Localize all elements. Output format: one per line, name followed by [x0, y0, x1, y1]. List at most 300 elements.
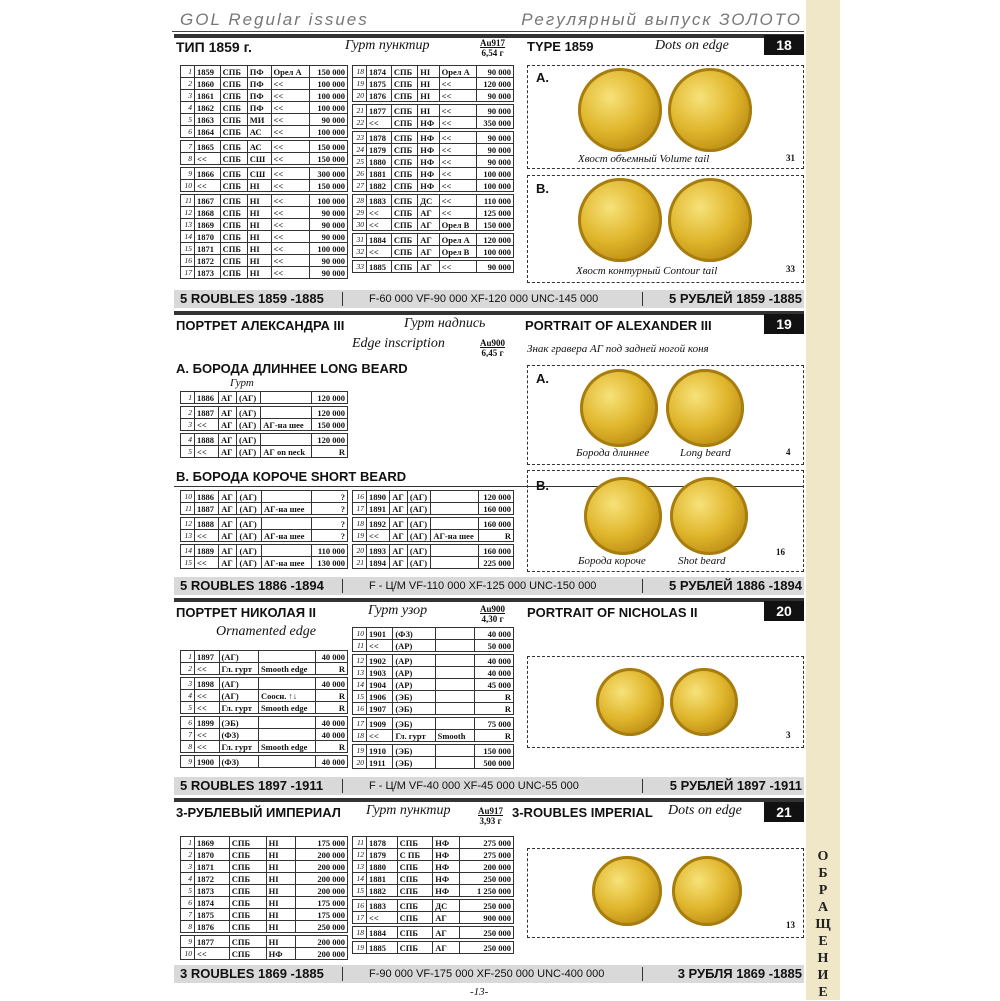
table-cell: Орел В [439, 246, 476, 258]
table-cell: АГ [219, 557, 237, 569]
table-cell [261, 491, 311, 503]
table-row [353, 912, 514, 924]
table-cell: (АГ) [219, 690, 258, 702]
price-cell: 90 000 [477, 156, 514, 168]
table-cell: АГ [219, 530, 237, 542]
price-cell: 40 000 [474, 655, 513, 667]
catalog-number: 5 [181, 446, 195, 458]
price-title-ru: 5 РУБЛЕЙ 1897 -1911 [669, 778, 802, 793]
table-row [181, 663, 348, 675]
catalog-number: 16 [353, 900, 367, 912]
table-cell: << [195, 419, 219, 431]
edge-en: Dots on edge [655, 38, 729, 53]
side-tab-label [806, 848, 840, 1001]
table-cell: СШ [247, 153, 271, 165]
variant-caption: Хвост контурный Contour tail [576, 265, 718, 277]
side-letter: Щ [815, 917, 831, 932]
table-cell: 1884 [367, 234, 392, 246]
table-cell: НI [266, 873, 296, 885]
price-cell: 40 000 [316, 756, 348, 768]
price-cell: 150 000 [310, 153, 348, 165]
edge-ru: Гурт пунктир [345, 38, 430, 53]
catalog-number: 25 [353, 156, 367, 168]
table-row [353, 640, 514, 652]
variant-count: 33 [786, 264, 795, 274]
price-cell: 100 000 [310, 195, 348, 207]
table-cell: СПБ [391, 261, 417, 273]
table-cell: СПБ [220, 102, 247, 114]
table-cell: 1892 [367, 518, 390, 530]
table-cell: (ЭБ) [393, 757, 435, 769]
table-cell: СПБ [397, 912, 433, 924]
table-cell: ДС [418, 195, 439, 207]
price-cell: 40 000 [316, 651, 348, 663]
table-cell: (АГ) [407, 491, 431, 503]
metal: Au917 [480, 38, 506, 48]
table-row [353, 703, 514, 715]
table-row [353, 679, 514, 691]
price-cell: 100 000 [310, 243, 348, 255]
table-cell: 1904 [367, 679, 393, 691]
table-cell: (ЭБ) [219, 717, 258, 729]
table-cell: << [439, 207, 476, 219]
price-cell: R [316, 690, 348, 702]
table-cell: 1903 [367, 667, 393, 679]
price-title-en: 5 ROUBLES 1886 -1894 [180, 578, 324, 593]
table-cell: АГ [433, 912, 459, 924]
catalog-number: 33 [353, 261, 367, 273]
catalog-number: 9 [181, 756, 195, 768]
side-letter: Б [818, 866, 828, 881]
table-cell: (АГ) [237, 434, 261, 446]
table-cell [261, 392, 312, 404]
table-cell [258, 717, 315, 729]
table-cell: 1867 [195, 195, 221, 207]
table-row [353, 219, 514, 231]
table-cell: Соосн. ↑↓ [258, 690, 315, 702]
table-cell: НФ [418, 168, 439, 180]
table-cell: << [195, 153, 221, 165]
table-cell: 1859 [195, 66, 221, 78]
table-cell: 1911 [367, 757, 393, 769]
price-cell: 150 000 [310, 141, 348, 153]
catalog-number: 31 [353, 234, 367, 246]
table-cell: << [439, 132, 476, 144]
table-row [353, 730, 514, 742]
price-cell: 40 000 [474, 667, 513, 679]
table-cell: (ЭБ) [393, 703, 435, 715]
table-cell: СПБ [220, 180, 247, 192]
price-cell: 90 000 [477, 66, 514, 78]
catalog-number: 14 [353, 679, 367, 691]
table-cell: << [195, 663, 220, 675]
table-cell: СПБ [229, 849, 266, 861]
catalog-number: 16 [353, 703, 367, 715]
catalog-number: 1 [181, 837, 195, 849]
table-cell: << [367, 117, 392, 129]
variant-count: 16 [776, 547, 785, 557]
table-cell: АГ on neck [261, 446, 312, 458]
variant-count: 13 [786, 920, 795, 930]
table-cell: СПБ [391, 156, 417, 168]
table-cell: Орел В [439, 219, 476, 231]
price-cell: 110 000 [311, 545, 347, 557]
price-cell: 250 000 [459, 927, 513, 939]
running-header [172, 10, 804, 32]
table-cell: << [271, 255, 310, 267]
table-row [181, 909, 348, 921]
price-cell: R [479, 530, 514, 542]
catalog-number: 16 [181, 255, 195, 267]
table-row [181, 518, 348, 530]
header-left: GOL Regular issues [180, 10, 369, 29]
catalog-number: 15 [181, 243, 195, 255]
table-cell: НФ [418, 180, 439, 192]
price-cell: 45 000 [474, 679, 513, 691]
catalog-number: 5 [181, 885, 195, 897]
price-cell: 200 000 [296, 948, 348, 960]
table-cell: (АГ) [237, 407, 261, 419]
coin-reverse-image [668, 68, 752, 152]
table-row [181, 897, 348, 909]
table-row [181, 114, 348, 126]
price-cell: 175 000 [296, 837, 348, 849]
table-cell: ПФ [247, 90, 271, 102]
table-row [181, 78, 348, 90]
table-cell [435, 640, 474, 652]
table-cell: НI [418, 105, 439, 117]
table-cell: << [271, 207, 310, 219]
catalog-number: 4 [181, 102, 195, 114]
table-cell: НФ [433, 837, 459, 849]
table-row [181, 702, 348, 714]
table-cell: << [439, 117, 476, 129]
catalog-number: 7 [181, 729, 195, 741]
price-cell: 500 000 [474, 757, 513, 769]
table-cell [261, 545, 311, 557]
catalog-number: 11 [181, 195, 195, 207]
table-row [181, 141, 348, 153]
section-title-en: PORTRAIT OF ALEXANDER III [525, 318, 712, 333]
table-cell: << [195, 446, 219, 458]
catalog-number: 13 [353, 667, 367, 679]
price-cell: 90 000 [477, 144, 514, 156]
price-cell: 100 000 [310, 126, 348, 138]
table-cell: 1899 [195, 717, 220, 729]
table-cell: << [439, 78, 476, 90]
catalog-number: 19 [353, 78, 367, 90]
table-row [353, 132, 514, 144]
table-cell [258, 756, 315, 768]
catalog-number: 14 [181, 545, 195, 557]
table-cell: СПБ [397, 861, 433, 873]
table-cell: АС [247, 126, 271, 138]
catalog-number: 1 [181, 651, 195, 663]
table-cell: (ФЗ) [219, 729, 258, 741]
side-letter: И [817, 968, 829, 983]
table-cell: СПБ [391, 234, 417, 246]
table-cell: НI [266, 837, 296, 849]
table-cell [435, 718, 474, 730]
price-bar [174, 965, 804, 983]
table-cell: СПБ [391, 144, 417, 156]
coin-obverse-image [578, 178, 662, 262]
table-row [181, 126, 348, 138]
table-cell: НФ [418, 144, 439, 156]
table-cell [261, 518, 311, 530]
catalog-number: 2 [181, 663, 195, 675]
table-cell: 1874 [367, 66, 392, 78]
table-cell: НI [266, 897, 296, 909]
table-cell: СПБ [220, 126, 247, 138]
table-cell: СПБ [229, 897, 266, 909]
table-cell: АГ [418, 219, 439, 231]
price-title-ru: 3 РУБЛЯ 1869 -1885 [677, 966, 802, 981]
table-cell: << [439, 180, 476, 192]
catalog-number: 29 [353, 207, 367, 219]
catalog-number: 27 [353, 180, 367, 192]
price-cell: ? [311, 530, 347, 542]
table-cell: СПБ [220, 255, 247, 267]
table-cell: Smooth [435, 730, 474, 742]
table-row [181, 419, 348, 431]
table-row [181, 756, 348, 768]
table-cell [435, 703, 474, 715]
table-cell: АГ [390, 491, 408, 503]
table-cell: 1876 [195, 921, 230, 933]
table-cell: СПБ [220, 153, 247, 165]
table-cell: (АГ) [237, 545, 261, 557]
coin-obverse-image [592, 856, 662, 926]
table-cell: 1873 [195, 267, 221, 279]
table-row [181, 651, 348, 663]
catalog-number: 18 [353, 66, 367, 78]
catalog-number: 7 [181, 909, 195, 921]
price-cell: 175 000 [296, 897, 348, 909]
table-cell: 1869 [195, 837, 230, 849]
table-cell: (АР) [393, 640, 435, 652]
catalog-number: 8 [181, 153, 195, 165]
price-cell: 200 000 [296, 873, 348, 885]
catalog-number: 14 [353, 873, 367, 885]
table-cell: 1882 [367, 180, 392, 192]
price-cell: 900 000 [459, 912, 513, 924]
price-cell: 120 000 [312, 407, 348, 419]
table-cell: СПБ [391, 180, 417, 192]
table-cell: АГ-на шее [431, 530, 479, 542]
table-cell: (АГ) [407, 557, 431, 569]
catalog-number: 3 [181, 861, 195, 873]
table-cell: АГ [390, 530, 408, 542]
table-row [181, 678, 348, 690]
price-cell: 100 000 [310, 78, 348, 90]
catalog-number: 20 [353, 757, 367, 769]
catalog-number: 2 [181, 849, 195, 861]
price-grades: F - Ц/М VF-110 000 XF-125 000 UNC-150 000 [369, 580, 597, 592]
table-cell: << [271, 141, 310, 153]
table-cell: << [439, 156, 476, 168]
table-cell: 1906 [367, 691, 393, 703]
table-cell: СШ [247, 168, 271, 180]
table-cell: 1881 [367, 873, 398, 885]
table-cell: << [271, 102, 310, 114]
section-rule [174, 598, 804, 602]
price-cell: 200 000 [296, 936, 348, 948]
table-cell: АГ [390, 557, 408, 569]
price-cell: 90 000 [310, 207, 348, 219]
table-cell: НI [247, 219, 271, 231]
table-cell: Smooth edge [258, 663, 315, 675]
table-cell: НФ [433, 873, 459, 885]
side-tab [806, 0, 840, 1000]
table-cell: АГ [418, 234, 439, 246]
table-cell: СПБ [391, 78, 417, 90]
table-cell: СПБ [220, 219, 247, 231]
price-cell: 200 000 [296, 885, 348, 897]
weight: 6,45 г [481, 348, 504, 358]
table-row [353, 144, 514, 156]
table-cell: 1885 [367, 261, 392, 273]
table-row [181, 267, 348, 279]
price-grades: F - Ц/М VF-40 000 XF-45 000 UNC-55 000 [369, 780, 579, 792]
subsection-a-title: A. БОРОДА ДЛИННЕЕ LONG BEARD [176, 361, 408, 376]
table-row [353, 491, 514, 503]
edge-ru: Гурт надпись [404, 316, 486, 331]
edge-en: Edge inscription [352, 336, 445, 351]
table-cell: 1868 [195, 207, 221, 219]
price-cell: 100 000 [310, 102, 348, 114]
table-cell: Гл. гурт [393, 730, 435, 742]
table-row [181, 407, 348, 419]
table-cell: СПБ [229, 861, 266, 873]
weight: 4,30 г [481, 614, 504, 624]
table-cell: Гл. гурт [219, 663, 258, 675]
side-letter: Н [817, 951, 829, 966]
table-cell: << [367, 730, 393, 742]
catalog-number: 19 [353, 530, 367, 542]
catalog-number: 23 [353, 132, 367, 144]
table-cell: НI [247, 195, 271, 207]
coin-box [527, 848, 804, 938]
table-cell: НI [266, 936, 296, 948]
price-cell: 275 000 [459, 837, 513, 849]
table-cell: НI [418, 78, 439, 90]
catalog-number: 2 [181, 78, 195, 90]
table-cell: << [439, 90, 476, 102]
catalog-number: 12 [181, 207, 195, 219]
table-cell: << [439, 261, 476, 273]
table-cell: НI [418, 66, 439, 78]
price-cell: 200 000 [296, 849, 348, 861]
catalog-number: 16 [353, 491, 367, 503]
header-right: Регулярный выпуск ЗОЛОТО [521, 10, 802, 29]
catalog-number: 17 [181, 267, 195, 279]
table-cell: 1897 [195, 651, 220, 663]
catalog-number: 10 [353, 628, 367, 640]
catalog-number: 18 [353, 730, 367, 742]
catalog-table [352, 627, 514, 769]
price-cell: 250 000 [296, 921, 348, 933]
price-cell: 250 000 [459, 900, 513, 912]
price-cell: 150 000 [310, 180, 348, 192]
section-title-en: 3-ROUBLES IMPERIAL [512, 805, 653, 820]
table-cell: << [195, 180, 221, 192]
table-cell: (АГ) [237, 518, 261, 530]
table-cell: << [195, 557, 219, 569]
price-cell: 1 250 000 [459, 885, 513, 897]
table-cell: << [271, 243, 310, 255]
table-row [181, 837, 348, 849]
table-cell: 1886 [195, 392, 219, 404]
page-number: -13- [470, 986, 489, 998]
price-cell: R [316, 702, 348, 714]
table-cell: 1878 [367, 132, 392, 144]
table-cell: 1882 [367, 885, 398, 897]
table-cell: ПФ [247, 66, 271, 78]
catalog-number: 10 [181, 948, 195, 960]
table-cell: << [271, 231, 310, 243]
variant-label: B. [536, 181, 549, 196]
table-row [353, 691, 514, 703]
table-cell: (АР) [393, 667, 435, 679]
table-cell: НI [247, 243, 271, 255]
table-cell: Гл. гурт [219, 702, 258, 714]
table-cell: АГ-на шее [261, 530, 311, 542]
price-cell: 90 000 [477, 261, 514, 273]
price-cell: 120 000 [312, 392, 348, 404]
price-title-en: 5 ROUBLES 1897 -1911 [180, 778, 324, 793]
section-title-ru: ПОРТРЕТ АЛЕКСАНДРА III [176, 318, 345, 333]
catalog-number: 11 [181, 503, 195, 515]
table-cell: 1880 [367, 861, 398, 873]
table-cell: 1869 [195, 219, 221, 231]
table-cell: (ФЗ) [219, 756, 258, 768]
catalog-number: 10 [181, 180, 195, 192]
table-cell: << [271, 180, 310, 192]
edge-ru: Гурт узор [368, 603, 428, 618]
table-cell [431, 557, 479, 569]
price-cell: 200 000 [459, 861, 513, 873]
table-cell: СПБ [220, 90, 247, 102]
catalog-table [352, 836, 514, 954]
table-cell: СПБ [229, 936, 266, 948]
table-row [353, 195, 514, 207]
table-cell: 1860 [195, 78, 221, 90]
catalog-number: 18 [353, 927, 367, 939]
table-cell: << [271, 78, 310, 90]
catalog-number: 12 [181, 518, 195, 530]
table-cell: 1866 [195, 168, 221, 180]
catalog-number: 24 [353, 144, 367, 156]
catalog-table [180, 391, 348, 458]
price-bar [174, 290, 804, 308]
price-cell: 75 000 [474, 718, 513, 730]
table-cell: 1885 [367, 942, 398, 954]
table-cell: СПБ [220, 207, 247, 219]
table-cell: АГ-на шее [261, 419, 312, 431]
side-letter: О [817, 849, 829, 864]
price-cell: 100 000 [477, 168, 514, 180]
table-cell: 1863 [195, 114, 221, 126]
table-row [353, 927, 514, 939]
table-cell: НI [266, 849, 296, 861]
catalog-number: 20 [353, 90, 367, 102]
table-row [181, 219, 348, 231]
variant-count: 4 [786, 447, 791, 457]
table-cell: 1891 [367, 503, 390, 515]
table-cell [258, 678, 315, 690]
table-row [353, 66, 514, 78]
